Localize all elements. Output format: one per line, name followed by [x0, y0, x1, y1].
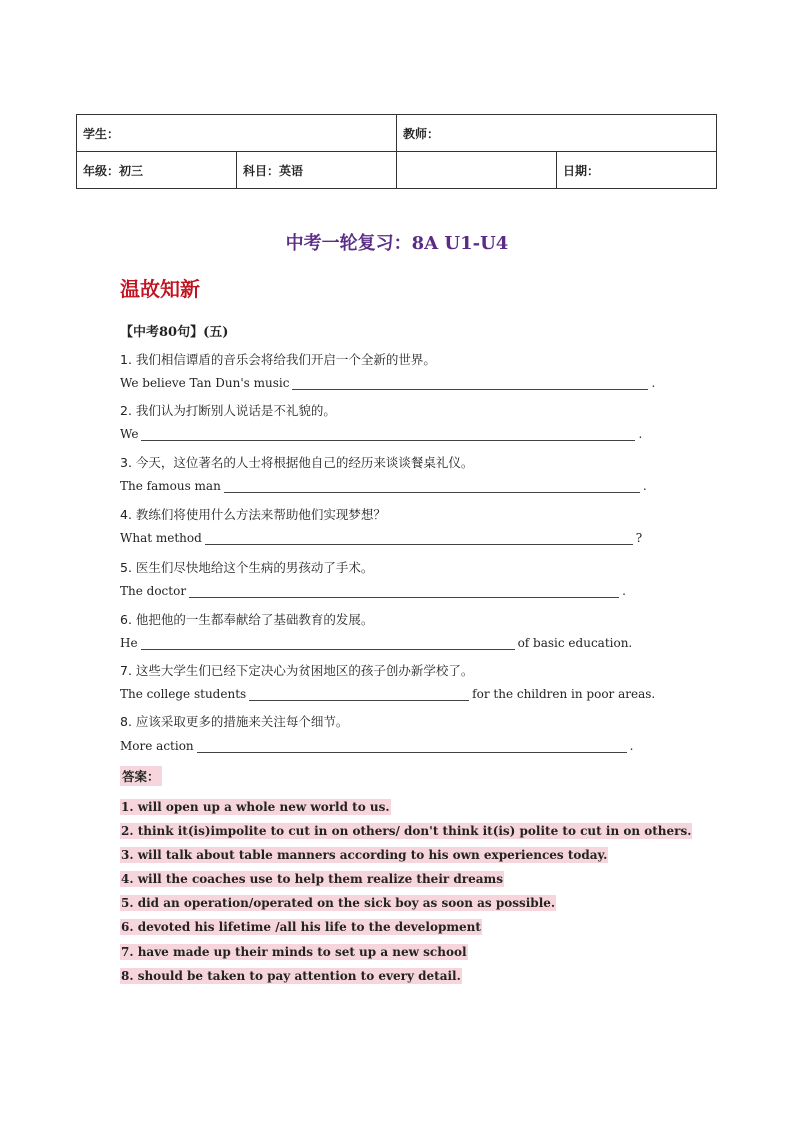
question-cn: 6. 他把他的一生都奉献给了基础教育的发展。 — [120, 612, 374, 627]
line-suffix: . — [638, 427, 643, 441]
question-cn: 1. 我们相信谭盾的音乐会将给我们开启一个全新的世界。 — [120, 352, 436, 367]
line-prefix: We — [120, 427, 139, 441]
section-title: 温故知新 — [120, 277, 200, 301]
exercise-heading: 【中考80句】(五) — [120, 325, 229, 340]
line-prefix: We believe Tan Dun's music — [120, 376, 290, 390]
answer-item: 1. will open up a whole new world to us. — [121, 800, 390, 814]
line-prefix: The famous man — [120, 479, 221, 493]
answer-blank[interactable] — [141, 427, 635, 441]
answer-line — [120, 479, 647, 493]
answer-line — [120, 687, 655, 701]
line-suffix: ? — [635, 531, 643, 545]
answer-item: 2. think it(is)impolite to cut in on others/ don't think it(is) polite to cut in on others. — [121, 824, 692, 838]
line-suffix: . — [629, 739, 634, 753]
line-prefix: What method — [120, 531, 202, 545]
line-suffix: of basic education. — [517, 636, 633, 650]
question-cn: 4. 教练们将使用什么方法来帮助他们实现梦想？ — [120, 507, 386, 522]
line-suffix: . — [642, 479, 647, 493]
question-cn: 3. 今天，这位著名的人士将根据他自己的经历来谈谈餐桌礼仪。 — [120, 455, 474, 470]
line-suffix: for the children in poor areas. — [472, 687, 656, 701]
answer-line — [120, 584, 626, 598]
line-prefix: The college students — [120, 687, 247, 701]
page-title: 中考一轮复习：8A U1-U4 — [285, 233, 509, 254]
answer-blank[interactable] — [249, 687, 469, 701]
answer-item: 6. devoted his lifetime /all his life to the development — [121, 920, 481, 934]
line-suffix: . — [622, 584, 626, 598]
answer-blank[interactable] — [141, 636, 515, 650]
student-cell: 学生： — [77, 115, 397, 152]
answers-label: 答案： — [120, 766, 162, 786]
line-prefix: More action — [120, 739, 194, 753]
answer-blank[interactable] — [205, 531, 633, 545]
answer-line — [120, 636, 632, 650]
answer-blank[interactable] — [197, 739, 627, 753]
grade-cell: 年级：初三 — [77, 152, 237, 189]
question-cn: 8. 应该采取更多的措施来关注每个细节。 — [120, 714, 349, 729]
date-cell: 日期： — [557, 152, 717, 189]
line-prefix: He — [120, 636, 138, 650]
question-cn: 5. 医生们尽快地给这个生病的男孩动了手术。 — [120, 560, 374, 575]
answer-item: 7. have made up their minds to set up a new school — [121, 945, 467, 959]
answer-item: 5. did an operation/operated on the sick boy as soon as possible. — [121, 896, 556, 910]
answer-item: 8. should be taken to pay attention to every detail. — [121, 969, 461, 983]
subject-cell: 科目：英语 — [237, 152, 397, 189]
answer-line — [120, 427, 642, 441]
answer-item: 4. will the coaches use to help them realize their dreams — [121, 872, 503, 886]
answer-line — [120, 739, 633, 753]
answer-blank[interactable] — [224, 479, 640, 493]
answer-line — [120, 531, 642, 545]
line-prefix: The doctor — [120, 584, 187, 598]
info-table — [76, 114, 717, 189]
answer-blank[interactable] — [189, 584, 619, 598]
question-cn: 7. 这些大学生们已经下定决心为贫困地区的孩子创办新学校了。 — [120, 663, 474, 678]
answer-blank[interactable] — [292, 376, 648, 390]
teacher-cell: 教师： — [397, 115, 717, 152]
answer-item: 3. will talk about table manners according to his own experiences today. — [121, 848, 608, 862]
line-suffix: . — [651, 376, 656, 390]
answer-line — [120, 376, 655, 390]
question-cn: 2. 我们认为打断别人说话是不礼貌的。 — [120, 403, 336, 418]
